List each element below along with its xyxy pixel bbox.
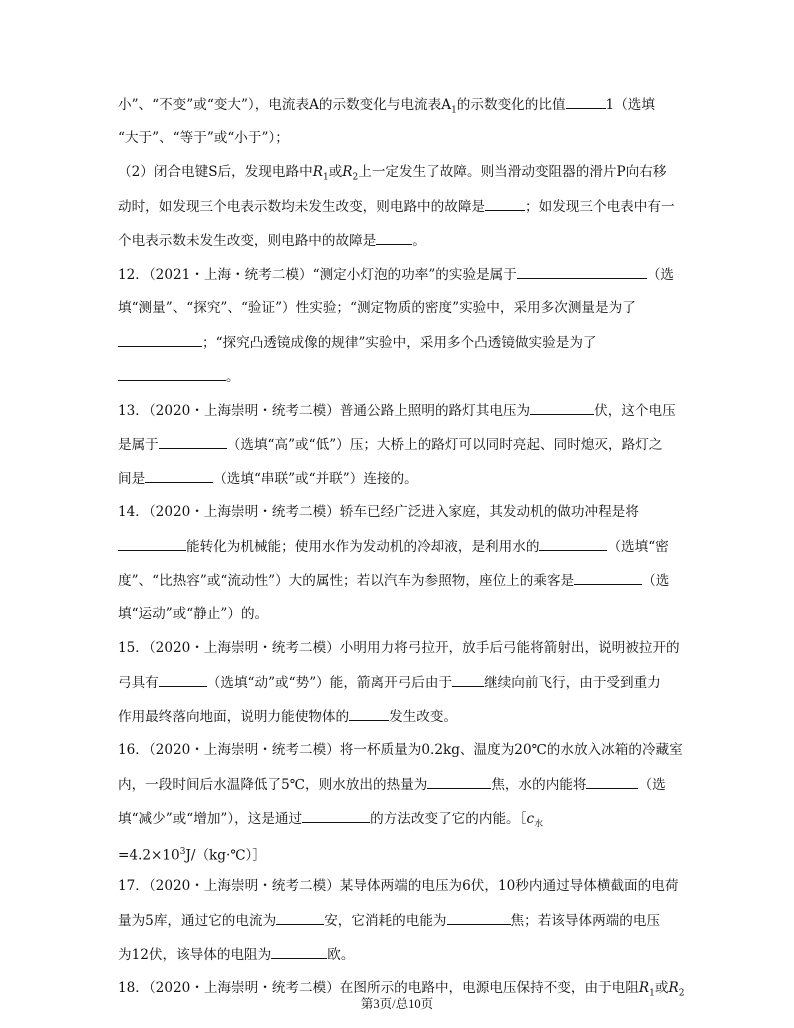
question-13-line bbox=[118, 400, 676, 420]
text-segment: 欧。 bbox=[327, 947, 355, 963]
subscript: 2 bbox=[352, 172, 359, 183]
text-segment: 个电表示数未发生改变，则电路中的故障是 bbox=[118, 233, 377, 249]
variable: R bbox=[668, 980, 679, 996]
text-segment: 填“减少”或“增加”），这是通过 bbox=[118, 811, 303, 827]
text-segment: 的示数变化的比值 bbox=[456, 97, 566, 113]
text-segment: 上一定发生了故障。则当滑动变阻器的滑片P向右移 bbox=[358, 164, 667, 180]
text-segment: 焦；若该导体两端的电压 bbox=[510, 913, 661, 929]
answer-blank[interactable] bbox=[586, 774, 638, 789]
answer-blank[interactable] bbox=[447, 910, 511, 925]
subscript: 1 bbox=[649, 988, 655, 999]
variable: c bbox=[526, 811, 535, 827]
page-footer: 第3页/总10页 bbox=[360, 997, 434, 1011]
answer-blank[interactable] bbox=[485, 196, 525, 211]
question-15-line: 15．（2020・上海崇明・统考二模）小明用力将弓拉开，放手后弓能将箭射出，说明被拉开的 bbox=[118, 640, 680, 656]
text-segment: =4.2×10 bbox=[118, 847, 180, 864]
text-line bbox=[118, 910, 660, 930]
answer-blank[interactable] bbox=[159, 672, 207, 687]
text-segment: （选填“串联”或“并联”）连接的。 bbox=[213, 471, 418, 487]
text-line bbox=[118, 842, 266, 862]
text-line bbox=[118, 570, 669, 590]
answer-blank[interactable] bbox=[276, 910, 324, 925]
answer-blank[interactable] bbox=[118, 332, 202, 347]
text-segment: 动时，如发现三个电表示数均未发生改变，则电路中的故障是 bbox=[118, 199, 486, 215]
variable: R bbox=[638, 980, 650, 996]
text-line bbox=[118, 434, 662, 454]
text-segment: 小”、“不变”或“变大”），电流表A的示数变化与电流表A bbox=[118, 97, 452, 113]
text-segment: 能转化为机械能；使用水作为发动机的冷却液，是利用水的 bbox=[186, 539, 540, 555]
text-segment: （选 bbox=[642, 573, 670, 589]
text-segment: 或 bbox=[654, 980, 669, 996]
text-segment: 作用最终落向地面，说明力能使物体的 bbox=[118, 709, 350, 725]
answer-blank[interactable] bbox=[302, 808, 370, 823]
text-line bbox=[118, 196, 675, 216]
answer-blank[interactable] bbox=[118, 536, 186, 551]
text-line bbox=[118, 94, 655, 114]
text-line bbox=[118, 672, 661, 692]
text-line bbox=[118, 366, 240, 386]
text-segment: 内，一段时间后水温降低了5℃，则水放出的热量为 bbox=[118, 777, 428, 793]
text-segment: 量为5库，通过它的电流为 bbox=[118, 913, 277, 929]
text-segment: 伏，这个电压 bbox=[594, 403, 676, 419]
text-segment: （选 bbox=[638, 777, 666, 793]
question-14-line: 14．（2020・上海崇明・统考二模）轿车已经广泛进入家庭，其发动机的做功冲程是将 bbox=[118, 504, 639, 520]
text-segment: ；“探究凸透镜成像的规律”实验中，采用多个凸透镜做实验是为了 bbox=[202, 335, 597, 351]
text-segment: 安，它消耗的电能为 bbox=[324, 913, 447, 929]
subscript: 1 bbox=[322, 172, 329, 183]
text-line bbox=[118, 944, 354, 964]
text-segment: 弓具有 bbox=[118, 675, 159, 691]
text-segment: 13．（2020・上海崇明・统考二模）普通公路上照明的路灯其电压为 bbox=[118, 403, 531, 419]
variable: R bbox=[312, 164, 323, 180]
answer-blank[interactable] bbox=[517, 264, 647, 279]
answer-blank[interactable] bbox=[566, 94, 606, 109]
text-segment: （选填“动”或“势”）能，箭离开弓后由于 bbox=[206, 675, 453, 691]
answer-blank[interactable] bbox=[376, 230, 412, 245]
text-segment: 发生改变。 bbox=[389, 709, 458, 725]
answer-blank[interactable] bbox=[574, 570, 642, 585]
text-segment: 焦，水的内能将 bbox=[491, 777, 587, 793]
answer-blank[interactable] bbox=[118, 366, 226, 381]
answer-blank[interactable] bbox=[349, 706, 389, 721]
text-segment: 的方法改变了它的内能。［ bbox=[370, 811, 527, 827]
subscript: 水 bbox=[534, 819, 544, 830]
text-segment: 18．（2020・上海崇明・统考二模）在图所示的电路中，电源电压保持不变，由于电阻 bbox=[118, 980, 639, 996]
text-line bbox=[118, 162, 666, 182]
subscript: 2 bbox=[678, 988, 685, 999]
variable: R bbox=[342, 164, 353, 180]
text-segment: 12．（2021・上海・统考二模）“测定小灯泡的功率”的实验是属于 bbox=[118, 267, 517, 283]
text-line: “大于”、“等于”或“小于”）； bbox=[118, 130, 289, 146]
text-segment: ；如发现三个电表中有一 bbox=[525, 199, 675, 215]
text-line bbox=[118, 774, 666, 794]
text-segment: （选填“密 bbox=[607, 539, 669, 555]
question-16-line: 16．（2020・上海崇明・统考二模）将一杯质量为0.2kg、温度为20℃的水放入冰箱的冷藏室 bbox=[118, 742, 683, 758]
text-segment: 间是 bbox=[118, 471, 146, 487]
text-line bbox=[118, 332, 597, 352]
answer-blank[interactable] bbox=[159, 434, 227, 449]
text-segment: （选 bbox=[646, 267, 675, 283]
text-line bbox=[118, 808, 543, 828]
question-17-line: 17．（2020・上海崇明・统考二模）某导体两端的电压为6伏，10秒内通过导体横截面的电荷 bbox=[118, 878, 679, 894]
text-line: 填“运动”或“静止”）的。 bbox=[118, 606, 269, 622]
text-segment: 度”、“比热容”或“流动性”）大的属性；若以汽车为参照物，座位上的乘客是 bbox=[118, 573, 575, 589]
subscript: 1 bbox=[451, 105, 457, 116]
text-line bbox=[118, 230, 426, 250]
text-segment: J/（kg·℃）］ bbox=[185, 847, 266, 864]
superscript: 3 bbox=[179, 847, 186, 857]
answer-blank[interactable] bbox=[530, 400, 594, 415]
text-segment: （选填“高”或“低”）压；大桥上的路灯可以同时亮起、同时熄灭，路灯之 bbox=[226, 437, 663, 453]
question-12-line bbox=[118, 264, 674, 284]
text-segment: 为12伏，该导体的电阻为 bbox=[118, 947, 272, 963]
text-segment: 继续向前飞行，由于受到重力 bbox=[484, 675, 661, 691]
text-segment: 或 bbox=[328, 164, 343, 180]
answer-blank[interactable] bbox=[271, 944, 327, 959]
answer-blank[interactable] bbox=[427, 774, 491, 789]
text-segment: 1（选填 bbox=[605, 97, 655, 113]
text-line: 填“测量”、“探究”、“验证”）性实验；“测定物质的密度”实验中，采用多次测量是为了 bbox=[118, 300, 636, 316]
text-line bbox=[118, 706, 457, 726]
text-segment: 。 bbox=[226, 369, 240, 385]
text-segment: 。 bbox=[412, 233, 426, 249]
answer-blank[interactable] bbox=[145, 468, 213, 483]
answer-blank[interactable] bbox=[452, 672, 484, 687]
text-segment: （2）闭合电键S后，发现电路中 bbox=[118, 164, 313, 180]
text-segment: 是属于 bbox=[118, 437, 159, 453]
answer-blank[interactable] bbox=[539, 536, 607, 551]
text-line bbox=[118, 536, 669, 556]
text-line bbox=[118, 468, 418, 488]
